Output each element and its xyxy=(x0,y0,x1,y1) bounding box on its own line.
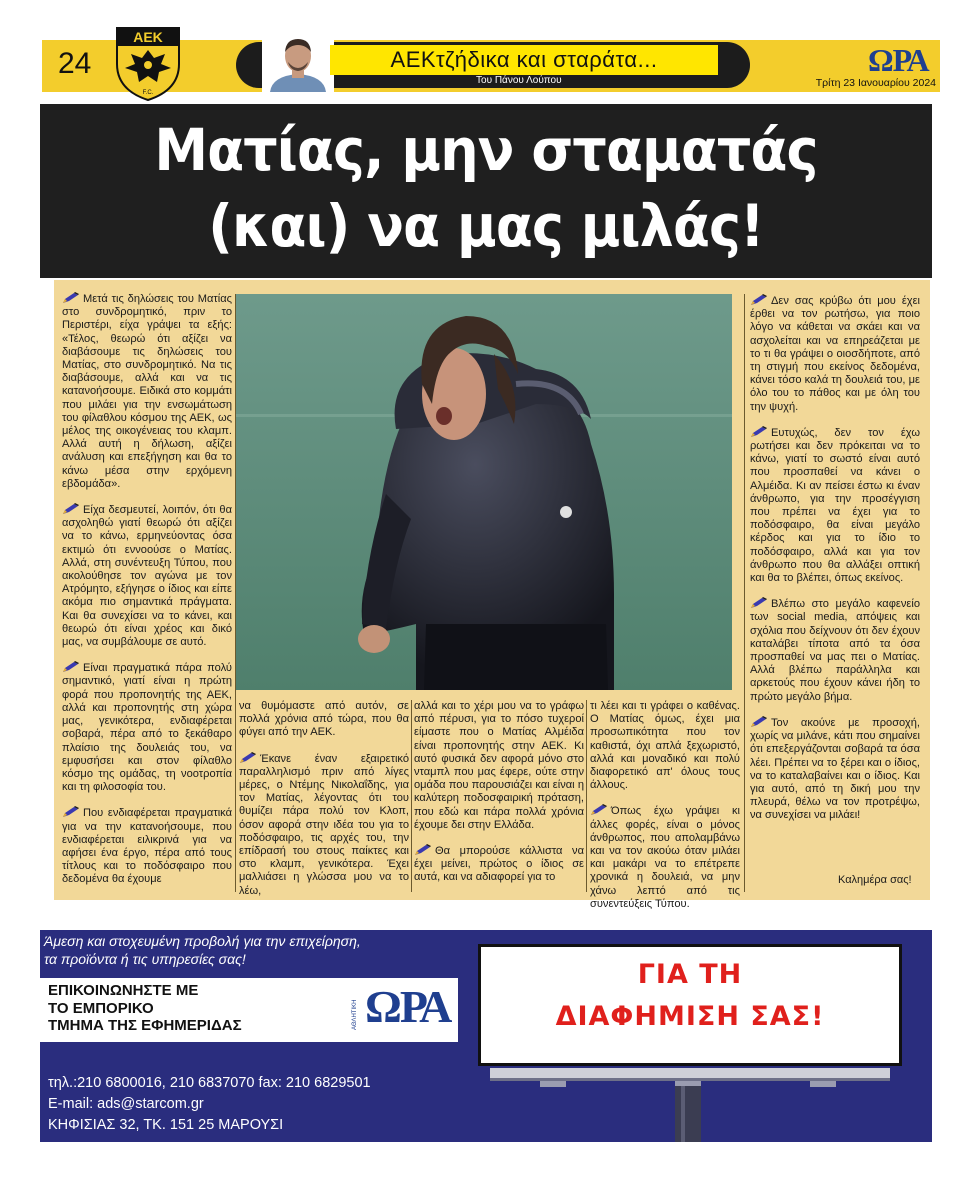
pen-icon xyxy=(750,597,768,609)
ad-tagline-line-2: τα προϊόντα ή τις υπηρεσίες σας! xyxy=(44,951,246,967)
ad-tagline-line-1: Άμεση και στοχευμένη προβολή για την επιχείρηση, xyxy=(44,933,361,949)
pen-icon xyxy=(750,426,768,438)
pen-icon xyxy=(239,752,257,764)
paragraph xyxy=(62,806,232,886)
column-title: ΑΕΚτζήδικα και σταράτα... xyxy=(390,47,658,72)
paragraph-text: Είχα δεσμευτεί, λοιπόν, ότι θα ασχοληθώ γιατί θεωρώ ότι αξίζει να το κάνω, ερμηνεύοντας όσα εκτιμώ ότι εννοούσε ο Ματίας. Αλλά, στη συνέντευξη Τύπου, που ακολούθησε τον αγώνα με τον Ατρόμητο, εξήγησε ο ίδιος και είπε ακόμα πιο σημαντικά πράγματα. Και θα συνεχίσει να το κάνει, και θεωρώ ότι είναι χρέος και δικό μας, να συμβάλουμε σε αυτό. xyxy=(62,504,232,649)
paragraph xyxy=(239,700,409,740)
pen-icon xyxy=(62,292,80,304)
paragraph-text: Μετά τις δηλώσεις του Ματίας στο συνδρομητικό, πριν το Περιστέρι, είχα γράψει τα εξής: «Τέλος, θεωρώ ότι αξίζει να διαβάσουμε τις δηλώσεις του Ματίας, στο συνδρομητικό. Να τις διαβάσουμε, αλλά και να τις κατανοήσουμε. Ειδικά στο κομμάτι που μιλάει για την ενσωμάτωση του φίλαθλου κόσμου της ΑΕΚ, ως μέλος της οικογένειας του κλαμπ. Αλλά αυτή η δήλωση, αξίζει ανάλυση και επεξήγηση και θα το κάνω μέσα στην ερχόμενη εβδομάδα». xyxy=(62,293,232,490)
billboard-line-1: ΓΙΑ ΤΗ xyxy=(637,959,743,990)
paragraph xyxy=(750,597,920,704)
article-column-2 xyxy=(239,700,409,910)
ad-phone: τηλ.:210 6800016, 210 6837070 fax: 210 6829501 xyxy=(48,1075,371,1091)
ad-email: E-mail: ads@starcom.gr xyxy=(48,1096,204,1112)
paragraph-text: Είναι πραγματικά πάρα πολύ σημαντικό, γιατί είναι η πρώτη φορά που προπονητής της ΑΕΚ, αλλά και προπονητής στη χώρα μας, γενικότερα, ενδιαφέρεται σοβαρά, πέρα από το ξεκάθαρο πλαίσιο της δουλειάς του, να εμφυσήσει και στον φίλαθλο κόσμο της ομάδας, τη νοοτροπία και τη φιλοσοφία του. xyxy=(62,662,232,794)
issue-date: Τρίτη 23 Ιανουαρίου 2024 xyxy=(815,77,936,89)
paragraph xyxy=(414,844,584,885)
article-column-4 xyxy=(590,700,740,923)
paragraph xyxy=(590,700,740,792)
paragraph-text: αλλά και το χέρι μου να το γράφω από πέρυσι, για το πόσο τυχεροί είμαστε που ο Ματίας Αλμέιδα είναι προπονητής στην ΑΕΚ. Κι αυτό φυσικά δεν αφορά μόνο στο νταμπλ που μας έφερε, ούτε στην ομάδα που παρουσιάζει και είναι η καλύτερη ποδοσφαιρική πρόταση, που εδώ και πάρα πολλά χρόνια έχουμε δει στην Ελλάδα. xyxy=(414,700,584,831)
paragraph-text: Θα μπορούσε κάλλιστα να έχει μείνει, πρώτος ο ίδιος σε αυτά, και να αδιαφορεί για το xyxy=(414,845,584,884)
paragraph xyxy=(239,752,409,898)
paragraph-text: να θυμόμαστε από αυτόν, σε πολλά χρόνια από τώρα, που θα φύγει από την ΑΕΚ. xyxy=(239,700,409,739)
ad-brand-logo: ΩΡΑ xyxy=(365,981,451,1032)
paragraph-text: Όπως έχω γράψει κι άλλες φορές, είναι ο μόνος άνθρωπος, που απολαμβάνω και να τον ακούω όταν μιλάει και μακάρι να το επέτρεπε χρονικά η δουλειά, να μην χάνω λεπτό από τις συνεντεύξεις Τύπου. xyxy=(590,805,740,910)
paragraph xyxy=(750,716,920,823)
pen-icon xyxy=(750,716,768,728)
crest-label: ΑΕΚ xyxy=(133,29,163,45)
page-number: 24 xyxy=(58,47,92,80)
billboard-text xyxy=(478,954,902,1038)
pen-icon xyxy=(750,294,768,306)
article-signoff: Καλημέρα σας! xyxy=(838,874,912,886)
ad-contact-line-3: ΤΜΗΜΑ ΤΗΣ ΕΦΗΜΕΡΙΔΑΣ xyxy=(48,1017,242,1034)
headline xyxy=(71,112,901,264)
headline-line-2: (και) να μας μιλάς! xyxy=(208,192,764,260)
ad-contact-title xyxy=(48,982,328,1035)
crest-sub: F.C. xyxy=(142,90,154,96)
article-column-3 xyxy=(414,700,584,897)
article-photo xyxy=(236,294,732,690)
paragraph xyxy=(590,804,740,911)
pen-icon xyxy=(590,804,608,816)
pen-icon xyxy=(62,806,80,818)
author-avatar xyxy=(262,34,334,92)
column-divider xyxy=(411,700,412,892)
paragraph xyxy=(62,292,232,491)
headline-line-1: Ματίας, μην σταματάς xyxy=(154,116,818,184)
paragraph-text: Ευτυχώς, δεν τον έχω ρωτήσει και δεν πρόκειται να το κάνω, γιατί το σωστό είναι αυτό που προσπαθεί να κάνει ο Αλμέιδα. Κι αν πείσει έστω κι έναν άνθρωπο, για την προσέγγιση που πρέπει να έχει για το ποδόσφαιρο, θα είναι μεγάλο κέρδος και για το ίδιο το ποδόσφαιρο, αλλά και για τον άνθρωπο που θα αλλάξει οπτική και θα το βλέπει, όπως εκείνος. xyxy=(750,426,920,585)
brand-logo: ΩΡΑ xyxy=(868,42,929,78)
ad-contact-line-1: ΕΠΙΚΟΙΝΩΝΗΣΤΕ ΜΕ xyxy=(48,982,199,999)
paragraph-text: Δεν σας κρύβω ότι μου έχει έρθει να τον ρωτήσω, για ποιο λόγο να κάθεται να σκάει και να ασχολείται και να επηρεάζεται με το τι θα γράψει ο οιοσδήποτε, από τη στιγμή που εκείνος δεδομένα, κάνει τόσο καλά τη δουλειά του, με όλο του το πάθος και με όλη του την ψυχή. xyxy=(750,295,920,413)
ad-logo-subtitle: ΑΘΛΗΤΙΚΗ xyxy=(352,999,358,1030)
ad-address: ΚΗΦΙΣΙΑΣ 32, ΤΚ. 151 25 ΜΑΡΟΥΣΙ xyxy=(48,1117,284,1133)
paragraph-text: τι λέει και τι γράφει ο καθένας. Ο Ματίας όμως, έχει μια προσωπικότητα που τον καθιστά, όχι απλά ξεχωριστό, αλλά και μοναδικό και πολύ διαφορετικό απ' όλους τους άλλους. xyxy=(590,700,740,792)
paragraph-text: Τον ακούνε με προσοχή, χωρίς να μιλάνε, κάτι που σημαίνει ότι επεξεργάζονται σοβαρά τα όσα λέει. Πρέπει να το ξέρει και ο ίδιος, να το καταλαβαίνει και ο ίδιος. Και για αυτό, από τη δική μου την πλευρά, θέλω να τον προτρέψω, να συνεχίσει να μιλάει! xyxy=(750,716,920,822)
paragraph-text: Που ενδιαφέρεται πραγματικά για να την κατανοήσουμε, που ενδιαφέρεται ειλικρινά για να αφήσει ένα έργο, πέρα από τους τίτλους και το ποδόσφαιρο που δεδομένα θα έχουμε xyxy=(62,807,232,886)
billboard-line-2: ΔΙΑΦΗΜΙΣΗ ΣΑΣ! xyxy=(555,1001,825,1032)
paragraph xyxy=(750,294,920,414)
paragraph-text: Έκανε έναν εξαιρετικό παραλληλισμό πριν από λίγες μέρες, ο Ντέμης Νικολαΐδης, για τον Ματίας, λέγοντας ότι του θυμίζει πάρα πολύ τον Κλοπ, όσον αφορά στην ιδέα του για το ποδόσφαιρο, τις αρχές του, την επίδρασή του στους παίκτες και στο κλαμπ, γενικότερα. Έχει μαλλιάσει η γλώσσα μου να το λέω, xyxy=(239,752,409,897)
pen-icon xyxy=(414,844,432,856)
column-divider xyxy=(235,294,236,892)
paragraph xyxy=(414,700,584,832)
ad-tagline xyxy=(44,932,464,968)
column-divider xyxy=(586,700,587,892)
article-column-1 xyxy=(62,292,232,899)
paragraph xyxy=(62,503,232,649)
aek-crest-icon xyxy=(113,24,183,102)
ad-contact-line-2: ΤΟ ΕΜΠΟΡΙΚΟ xyxy=(48,999,154,1017)
pen-icon xyxy=(62,503,80,515)
pen-icon xyxy=(62,661,80,673)
column-divider xyxy=(744,294,745,892)
paragraph xyxy=(750,426,920,585)
billboard-base xyxy=(470,1066,910,1142)
column-byline: Του Πάνου Λούπου xyxy=(476,75,562,86)
paragraph xyxy=(62,661,232,794)
article-column-5 xyxy=(750,294,920,835)
paragraph-text: Βλέπω στο μεγάλο καφενείο των social media, απόψεις και σχόλια που δείχνουν ότι δεν έχουν καταλάβει τίποτα από τα όσα προσπαθεί να μας πει ο Ματίας. Αλλά βλέπω παράλληλα και αρκετούς που έχουν κάνει ήδη το πρώτο μεγάλο βήμα. xyxy=(750,598,920,703)
